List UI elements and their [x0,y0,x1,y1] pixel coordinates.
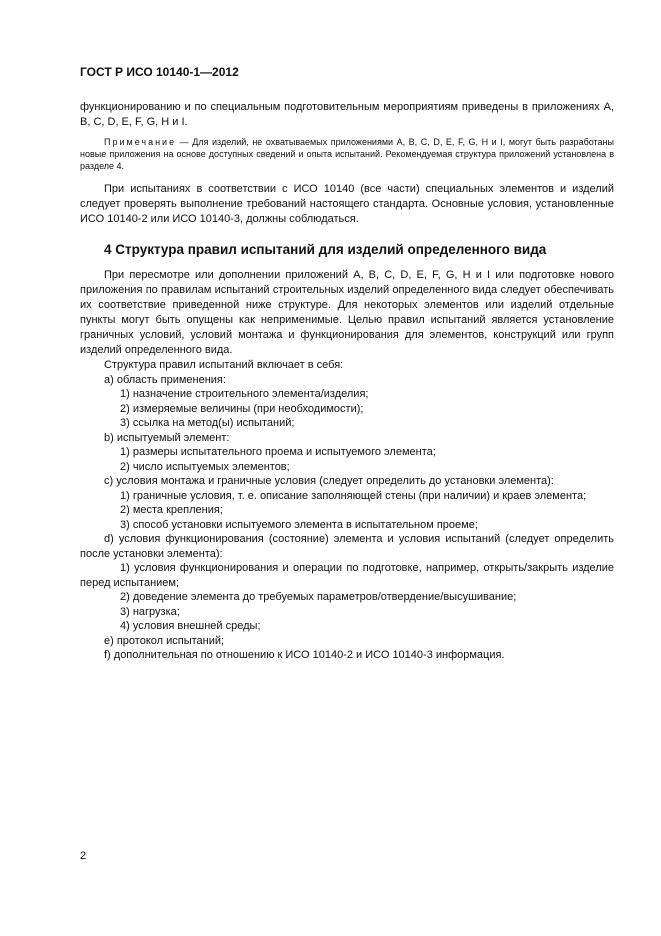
list-item-b2: 2) число испытуемых элементов; [120,460,290,473]
list-item-b1: 1) размеры испытательного проема и испытуемого элемента; [120,446,436,458]
section-intro: При пересмотре или дополнении приложений А, В, С, D, Е, F, G, Н и I или подготовке нового приложения по правилам испытаний строительных изделий определенного вида следует обеспечивать их соответствие приведенной ниже структуре. Для некоторых элементов или изделий отдельные пункты могут быть опущены как неприменимые. Целью правил испытаний является установление граничных условий, условий монтажа и функционирования для элементов, конструкций или групп изделий определенного вида. [80,269,614,356]
list-item-d2: 2) доведение элемента до требуемых параметров/отвердение/высушивание; [120,591,517,603]
note [80,136,614,172]
page-number: 2 [80,850,87,862]
list-item-a2: 2) измеряемые величины (при необходимости); [120,402,364,415]
list-item-f: f) дополнительная по отношению к ИСО 10140-2 и ИСО 10140-3 информация. [104,649,505,661]
list-item-d: d) условия функционирования (состояние) элемента и условия испытаний (следует определить после установки элемента): [80,533,614,560]
list-item-d3: 3) нагрузка; [120,605,180,618]
document-body [80,100,614,663]
list-item-b: b) испытуемый элемент: [104,431,230,444]
paragraph-continuation: функционированию и по специальным подготовительным мероприятиям приведены в приложениях А, В, С, D, E, F, G, Н и I. [80,101,614,128]
list-item-c1: 1) граничные условия, т. е. описание заполняющей стены (при наличии) и краев элемента; [120,489,587,502]
section-title: 4 Структура правил испытаний для изделий определенного вида [104,242,547,257]
note-label: Примечание [104,137,177,147]
list-item-e: е) протокол испытаний; [104,634,225,647]
list-item-a1: 1) назначение строительного элемента/изделия; [120,388,369,400]
list-item-c2: 2) места крепления; [120,504,223,516]
note-text: — Для изделий, не охватываемых приложениями А, В, С, D, Е, F, G, Н и I, могут быть разработаны новые приложения на основе доступных сведений и опыта испытаний. Рекомендуемая структура приложений установлена в разделе 4. [80,137,614,171]
list-item-d1: 1) условия функционирования и операции по подготовке, например, открыть/закрыть изделие перед испытанием; [80,562,614,589]
list-lead: Структура правил испытаний включает в себя: [104,359,344,371]
list-item-a3: 3) ссылка на метод(ы) испытаний; [120,417,295,429]
list-item-d4: 4) условия внешней среды; [120,620,261,632]
list-item-c3: 3) способ установки испытуемого элемента в испытательном проеме; [120,518,478,531]
list-item-a: а) область применения: [104,373,226,386]
paragraph-testing: При испытаниях в соответствии с ИСО 10140 (все части) специальных элементов и изделий следует проверять выполнение требований настоящего стандарта. Основные условия, установленные ИСО 10140-2 или ИСО 10140-3, должны соблюдаться. [80,183,614,225]
standard-header: ГОСТ Р ИСО 10140-1—2012 [80,65,239,79]
list-item-c: с) условия монтажа и граничные условия (следует определить до установки элемента): [104,475,554,487]
